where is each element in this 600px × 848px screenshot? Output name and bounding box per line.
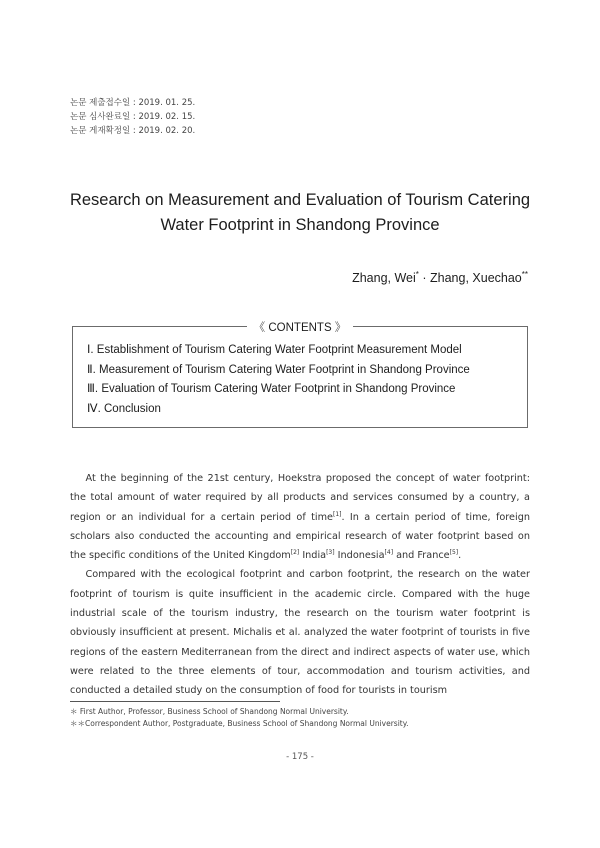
paragraph-text: . <box>458 550 462 562</box>
reference-5: [5] <box>449 549 459 557</box>
received-date: 논문 제출접수일 : 2019. 01. 25. <box>70 98 196 108</box>
paragraph-2: Compared with the ecological footprint and carbon footprint, the research on the water footprint of tourism is quite insufficient in the academic circle. Compared with the huge industrial scale of the tourism industry, the research on the tourism water footprint is obviously insufficient at present. Michalis et al. analyzed the water footprint of tourists in five regions of the eastern Mediterranean from the direct and indirect aspects of water use, which were related to the three elements of tour, accommodation and tourism activities, and conducted a detailed study on the consumption of food for tourists in tourism <box>70 569 530 697</box>
body-text <box>70 469 530 701</box>
accepted-date: 논문 게재확정일 : 2019. 02. 20. <box>70 126 196 136</box>
contents-item: Ⅱ. Measurement of Tourism Catering Water Footprint in Shandong Province <box>87 363 470 376</box>
contents-item: Ⅲ. Evaluation of Tourism Catering Water Footprint in Shandong Province <box>87 383 456 396</box>
footnote-first-author: ＊ First Author, Professor, Business School of Shandong Normal University. <box>70 707 349 716</box>
reviewed-date: 논문 심사완료일 : 2019. 02. 15. <box>70 112 196 122</box>
first-author-mark: * <box>415 270 419 279</box>
corresponding-author: Zhang, Xuechao <box>430 271 522 285</box>
reference-2: [2] <box>290 549 300 557</box>
page-number: - 175 - <box>286 752 314 762</box>
reference-4: [4] <box>384 549 394 557</box>
contents-item: Ⅳ. Conclusion <box>87 402 161 415</box>
title-line-2: Water Footprint in Shandong Province <box>160 216 440 234</box>
author-separator: · <box>418 271 431 285</box>
paragraph-text: and France <box>393 550 450 562</box>
contents-box <box>72 322 528 428</box>
first-author: Zhang, Wei <box>352 271 416 285</box>
paragraph-text: At the beginning of the 21st century, Hoekstra proposed the concept of water footprint: the total amount of water required by all products and services consumed by a country, a region or an individual for a certain period of time <box>70 473 530 523</box>
reference-1: [1] <box>332 510 342 518</box>
paragraph-1 <box>70 469 530 565</box>
paragraph-text: India <box>299 550 327 562</box>
footnotes <box>70 706 409 729</box>
paragraph-text: Indonesia <box>334 550 385 562</box>
paragraph-text: . In a certain period of time, foreign scholars also conducted the accounting and empirical research of water footprint based on the specific conditions of the United Kingdom <box>70 511 530 562</box>
paper-title <box>40 188 560 238</box>
footnote-divider <box>70 701 280 702</box>
corresponding-author-mark: ** <box>521 270 528 279</box>
contents-list <box>87 341 470 419</box>
title-line-1: Research on Measurement and Evaluation of Tourism Catering <box>69 191 531 209</box>
footnote-corresponding-author: ＊＊Correspondent Author, Postgraduate, Business School of Shandong Normal University. <box>70 718 409 728</box>
reference-3: [3] <box>326 549 335 557</box>
submission-dates <box>70 96 195 138</box>
author-line <box>352 270 528 285</box>
contents-item: Ⅰ. Establishment of Tourism Catering Water Footprint Measurement Model <box>87 344 462 356</box>
contents-heading: 《 CONTENTS 》 <box>247 322 354 334</box>
